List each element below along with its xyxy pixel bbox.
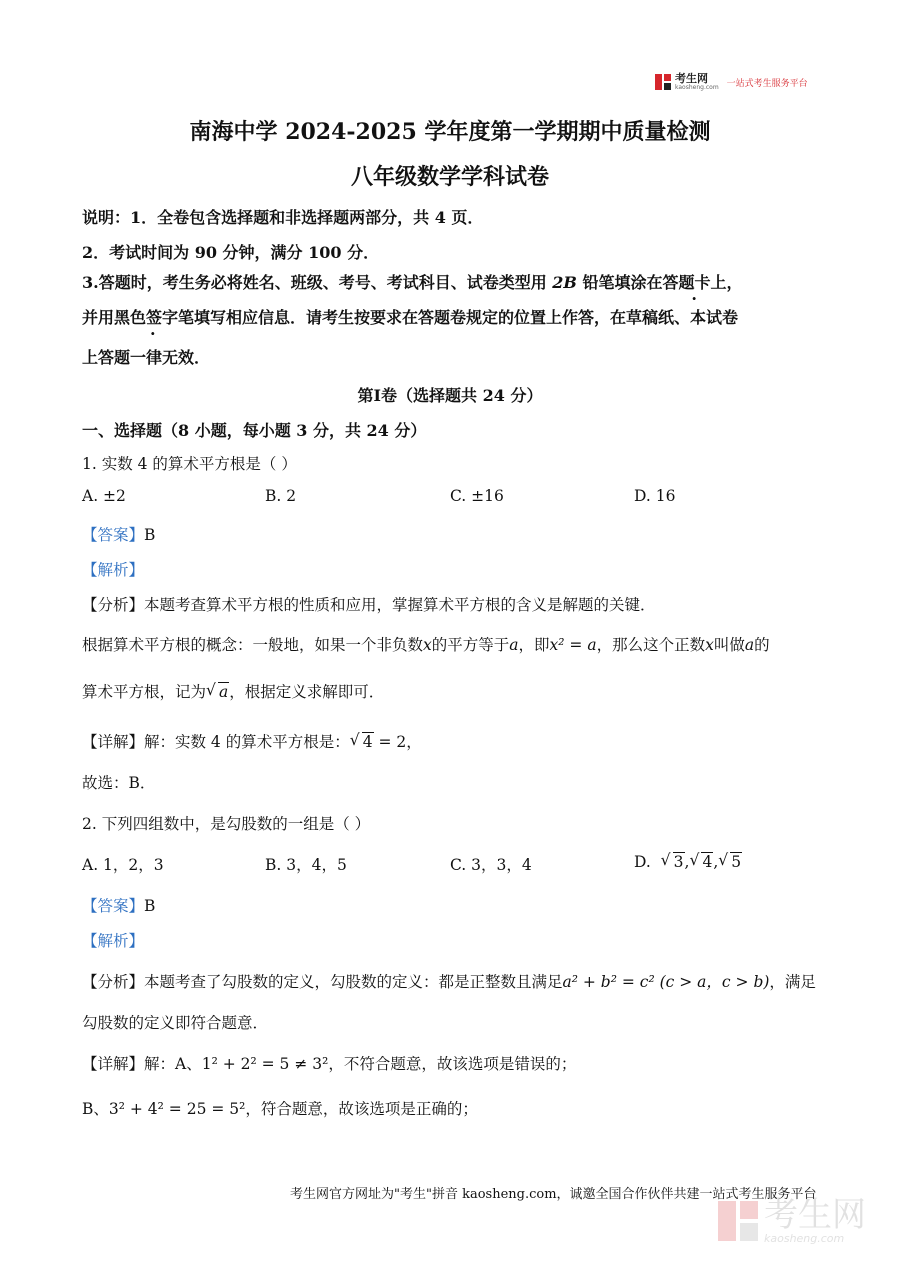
q1-analysis-tag: 【解析】	[82, 561, 145, 579]
instruction-line-5: 上答题一律无效．	[82, 348, 211, 367]
answer-tag: 【答案】	[82, 526, 145, 544]
q2-option-a: A. 1，2，3	[82, 856, 164, 874]
sqrt-4: √ 4	[350, 733, 374, 751]
q1-option-c: C. ±16	[450, 487, 504, 505]
logo-mark-icon	[655, 74, 671, 90]
q2-option-d: D. √ 3,√ 4,√ 5	[634, 853, 742, 871]
logo-slogan: 一站式考生服务平台	[726, 78, 808, 89]
q1-fenxi: 【分析】本题考查算术平方根的性质和应用，掌握算术平方根的含义是解题的关键．	[82, 596, 656, 614]
sqrt-a: √ a	[206, 683, 229, 701]
q1-option-a: A. ±2	[82, 487, 126, 505]
watermark-logo	[718, 1197, 866, 1245]
watermark-url: kaosheng.com	[764, 1232, 845, 1245]
q1-stem: 1. 实数 4 的算术平方根是（ ）	[82, 455, 297, 473]
logo-name: 考生网	[675, 72, 708, 85]
logo-url: kaosheng.com	[675, 84, 719, 91]
watermark-name: 考生网	[764, 1195, 866, 1235]
q2-detail-b: B、3² + 4² = 25 = 5²，符合题意，故该选项是正确的；	[82, 1100, 478, 1118]
q2-stem: 2. 下列四组数中，是勾股数的一组是（ ）	[82, 815, 371, 833]
section-heading: 第Ⅰ卷（选择题共 24 分）	[357, 386, 543, 405]
q1-option-b: B. 2	[265, 487, 297, 505]
q1-answer: 【答案】B	[82, 526, 156, 544]
kaosheng-logo	[655, 73, 808, 91]
q1-option-d: D. 16	[634, 487, 676, 505]
q2-analysis-tag: 【解析】	[82, 932, 145, 950]
instruction-line-1: 说明：1．全卷包含选择题和非选择题两部分，共 4 页．	[82, 208, 484, 227]
instruction-line-2: 2．考试时间为 90 分钟，满分 100 分．	[82, 243, 380, 262]
instruction-line-3: 3.答题时，考生务必将姓名、班级、考号、考试科目、试卷类型用 2B 铅笔填涂在答题卡上，	[82, 273, 743, 292]
part-heading: 一、选择题（8 小题，每小题 3 分，共 24 分）	[82, 421, 427, 440]
emphasis-black-pen: 黑色签字笔 .	[114, 308, 194, 327]
exam-subtitle: 八年级数学学科试卷	[350, 164, 549, 190]
exam-title: 南海中学 2024-2025 学年度第一学期期中质量检测	[189, 119, 711, 145]
q1-concept-line-2: 算术平方根，记为√ a，根据定义求解即可．	[82, 680, 384, 702]
q2-option-b: B. 3，4，5	[265, 856, 347, 874]
instruction-line-4: 并用黑色签字笔 .填写相应信息．请考生按要求在答题卷规定的位置上作答，在草稿纸、本试卷	[82, 305, 738, 328]
q2-answer: 【答案】B	[82, 897, 156, 915]
emphasis-answer-card: 答题卡上	[662, 273, 727, 292]
watermark-mark-icon	[718, 1201, 758, 1241]
q2-fenxi-line-1: 【分析】本题考查了勾股数的定义，勾股数的定义：都是正整数且满足a² + b² = c² (c > a，c > b)，满足	[82, 973, 816, 991]
q1-detail: 【详解】解：实数 4 的算术平方根是：√ 4 = 2，	[82, 730, 422, 752]
q1-choose: 故选：B．	[82, 774, 156, 792]
q2-detail-a: 【详解】解：A、1² + 2² = 5 ≠ 3²，不符合题意，故该选项是错误的；	[82, 1055, 577, 1073]
q2-fenxi-line-2: 勾股数的定义即符合题意．	[82, 1014, 269, 1032]
footer-text: 考生网官方网址为"考生"拼音 kaosheng.com，诚邀全国合作伙伴共建一站式考生服务平台	[290, 1187, 817, 1202]
q2-option-c: C. 3，3，4	[450, 856, 532, 874]
q1-concept-line-1: 根据算术平方根的概念：一般地，如果一个非负数x的平方等于a，即x² = a，那么这个正数x叫做a的	[82, 636, 770, 654]
